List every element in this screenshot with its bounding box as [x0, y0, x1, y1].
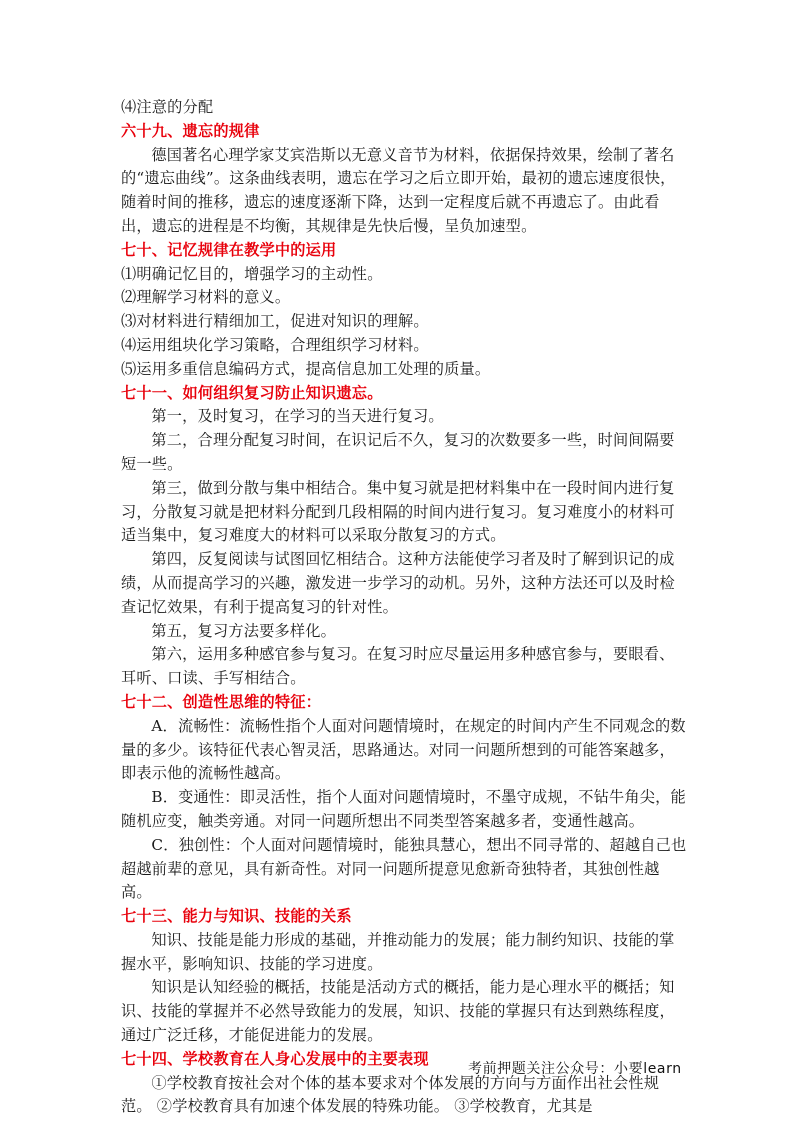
heading-72: 七十二、创造性思维的特征： — [121, 692, 322, 711]
paragraph-71-6: 第六，运用多种感官参与复习。在复习时应尽量运用多种感官参与，要眼看、耳听、口读、手写相结合。 — [121, 645, 675, 688]
heading-70: 七十、记忆规律在教学中的运用 — [121, 240, 337, 259]
paragraph-72-b: B．变通性：即灵活性，指个人面对问题情境时，不墨守成规，不钻牛角尖，能随机应变，触类旁通。对同一问题所想出不同类型答案越多者，变通性越高。 — [121, 788, 686, 830]
paragraph-73-2: 知识是认知经验的概括，技能是活动方式的概括，能力是心理水平的概括；知识、技能的掌握并不必然导致能力的发展，知识、技能的掌握只有达到熟练程度，通过广泛迁移，才能促进能力的发展。 — [121, 978, 675, 1045]
heading-74: 七十四、学校教育在人身心发展中的主要表现 — [121, 1049, 429, 1068]
paragraph-71-3: 第三，做到分散与集中相结合。集中复习就是把材料集中在一段时间内进行复习，分散复习就是把材料分配到几段相隔的时间内进行复习。复习难度小的材料可适当集中，复习难度大的材料可以采取分散复习的方式。 — [121, 478, 675, 545]
paragraph-71-1: 第一，及时复习，在学习的当天进行复习。 — [151, 407, 444, 426]
document-body — [121, 96, 687, 1119]
heading-69: 六十九、遗忘的规律 — [121, 121, 260, 140]
paragraph-71-2: 第二，合理分配复习时间，在识记后不久，复习的次数要多一些，时间间隔要短一些。 — [121, 431, 675, 473]
list-item: ⑶对材料进行精细加工，促进对知识的理解。 — [121, 312, 429, 331]
paragraph-74: ①学校教育按社会对个体的基本要求对个体发展的方向与方面作出社会性规范。 ②学校教育具有加速个体发展的特殊功能。 ③学校教育，尤其是 — [121, 1073, 660, 1116]
list-item: ⑴明确记忆目的，增强学习的主动性。 — [121, 264, 383, 283]
heading-73: 七十三、能力与知识、技能的关系 — [121, 907, 352, 926]
list-item: ⑵理解学习材料的意义。 — [121, 288, 291, 307]
paragraph-73-1: 知识、技能是能力形成的基础，并推动能力的发展；能力制约知识、技能的掌握水平，影响知识、技能的学习进度。 — [121, 930, 675, 973]
footer-note: 考前押题关注公众号：小要learn — [468, 1061, 682, 1077]
paragraph-71-4: 第四，反复阅读与试图回忆相结合。这种方法能使学习者及时了解到识记的成绩，从而提高学习的兴趣，激发进一步学习的动机。另外，这种方法还可以及时检查记忆效果，有利于提高复习的针对性。 — [121, 550, 675, 616]
paragraph-72-a: A．流畅性：流畅性指个人面对问题情境时，在规定的时间内产生不同观念的数量的多少。该特征代表心智灵活，思路通达。对同一问题所想到的可能答案越多，即表示他的流畅性越高。 — [121, 716, 686, 783]
paragraph-71-5: 第五，复习方法要多样化。 — [151, 621, 337, 640]
list-item: ⑸运用多重信息编码方式，提高信息加工处理的质量。 — [121, 359, 491, 378]
paragraph-72-c: C．独创性：个人面对问题情境时，能独具慧心，想出不同寻常的、超越自己也超越前辈的意见，具有新奇性。对同一问题所提意见愈新奇独特者，其独创性越高。 — [121, 835, 687, 902]
heading-71: 七十一、如何组织复习防止知识遗忘。 — [121, 383, 383, 402]
attention-item: ⑷注意的分配 — [121, 98, 214, 116]
list-item: ⑷运用组块化学习策略，合理组织学习材料。 — [121, 335, 429, 354]
paragraph-69: 德国著名心理学家艾宾浩斯以无意义音节为材料，依据保持效果，绘制了著名的“遗忘曲线”。这条曲线表明，遗忘在学习之后立即开始，最初的遗忘速度很快，随着时间的推移，遗忘的速度逐渐下降，达到一定程度后就不再遗忘了。由此看出，遗忘的进程是不均衡，其规律是先快后慢，呈负加速型。 — [121, 145, 676, 235]
